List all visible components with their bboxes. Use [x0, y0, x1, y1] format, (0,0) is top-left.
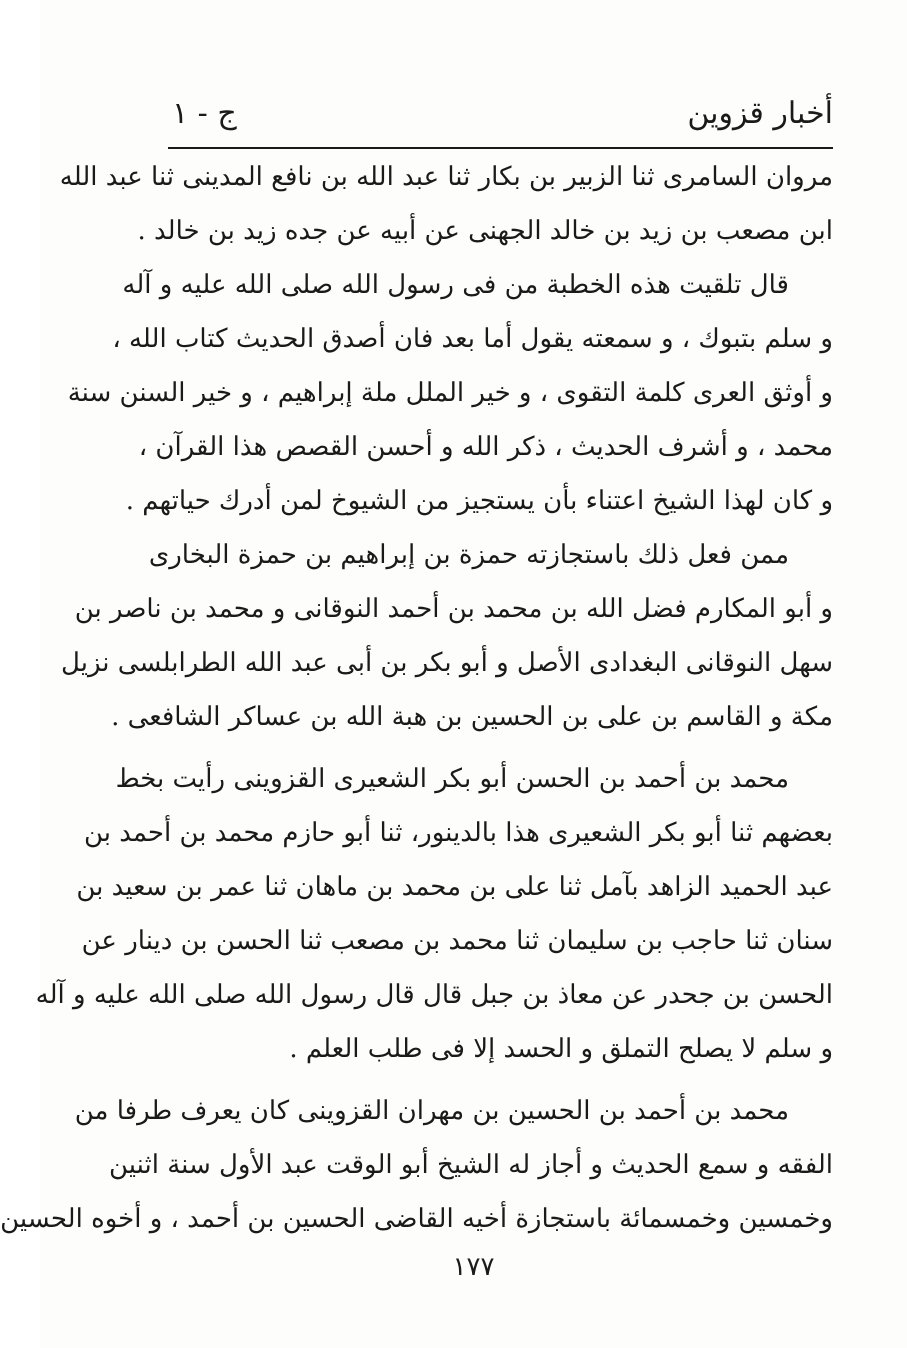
paragraph-gap [168, 1076, 833, 1084]
paragraph [67, 258, 833, 528]
text-line: بعضهم ثنا أبو بكر الشعيرى هذا بالدينور، ثنا أبو حازم محمد بن أحمد بن [83, 818, 833, 848]
text-line: الحسن بن جحدر عن معاذ بن جبل قال قال رسول الله صلى الله عليه و آله [35, 980, 833, 1010]
volume-label: ج - ١ [172, 96, 237, 131]
paragraph [59, 150, 833, 258]
text-line: محمد بن أحمد بن الحسين بن مهران القزوينى كان يعرف طرفا من [74, 1096, 789, 1126]
header-rule [168, 147, 833, 149]
text-line: و سلم بتبوك ، و سمعته يقول أما بعد فان أصدق الحديث كتاب الله ، [112, 324, 833, 354]
text-line: و كان لهذا الشيخ اعتناء بأن يستجيز من الشيوخ لمن أدرك حياتهم . [125, 486, 833, 516]
running-header [168, 88, 833, 144]
text-line: و أوثق العرى كلمة التقوى ، و خير الملل ملة إبراهيم ، و خير السنن سنة [67, 378, 833, 408]
text-line: سنان ثنا حاجب بن سليمان ثنا محمد بن مصعب ثنا الحسن بن دينار عن [81, 926, 833, 956]
text-line: مكة و القاسم بن على بن الحسين بن هبة الله بن عساكر الشافعى . [111, 702, 833, 732]
text-line: عبد الحميد الزاهد بآمل ثنا على بن محمد بن ماهان ثنا عمر بن سعيد بن [76, 872, 833, 902]
text-line: سهل النوقانى البغدادى الأصل و أبو بكر بن أبى عبد الله الطرابلسى نزيل [61, 648, 833, 678]
text-line: قال تلقيت هذه الخطبة من فى رسول الله صلى الله عليه و آله [122, 270, 789, 300]
text-line: ابن مصعب بن زيد بن خالد الجهنى عن أبيه عن جده زيد بن خالد . [137, 216, 833, 246]
text-line: و سلم لا يصلح التملق و الحسد إلا فى طلب العلم . [289, 1034, 833, 1064]
text-line: ممن فعل ذلك باستجازته حمزة بن إبراهيم بن حمزة البخارى [148, 540, 789, 570]
paragraph [35, 752, 833, 1076]
body-text [0, 150, 833, 1246]
text-line: و أبو المكارم فضل الله بن محمد بن أحمد النوقانى و محمد بن ناصر بن [74, 594, 833, 624]
book-title: أخبار قزوين [687, 96, 833, 131]
text-line: الفقه و سمع الحديث و أجاز له الشيخ أبو الوقت عبد الأول سنة اثنين [109, 1150, 833, 1180]
paragraph-gap [168, 744, 833, 752]
paragraph [0, 1084, 833, 1246]
text-line: وخمسين وخمسمائة باستجازة أخيه القاضى الحسين بن أحمد ، و أخوه الحسين [0, 1204, 833, 1234]
page-number: ١٧٧ [452, 1252, 495, 1282]
text-line: محمد بن أحمد بن الحسن أبو بكر الشعيرى القزوينى رأيت بخط [115, 764, 789, 794]
text-line: محمد ، و أشرف الحديث ، ذكر الله و أحسن القصص هذا القرآن ، [138, 432, 833, 462]
paragraph [61, 528, 833, 744]
text-line: مروان السامرى ثنا الزبير بن بكار ثنا عبد الله بن نافع المدينى ثنا عبد الله [59, 162, 833, 192]
